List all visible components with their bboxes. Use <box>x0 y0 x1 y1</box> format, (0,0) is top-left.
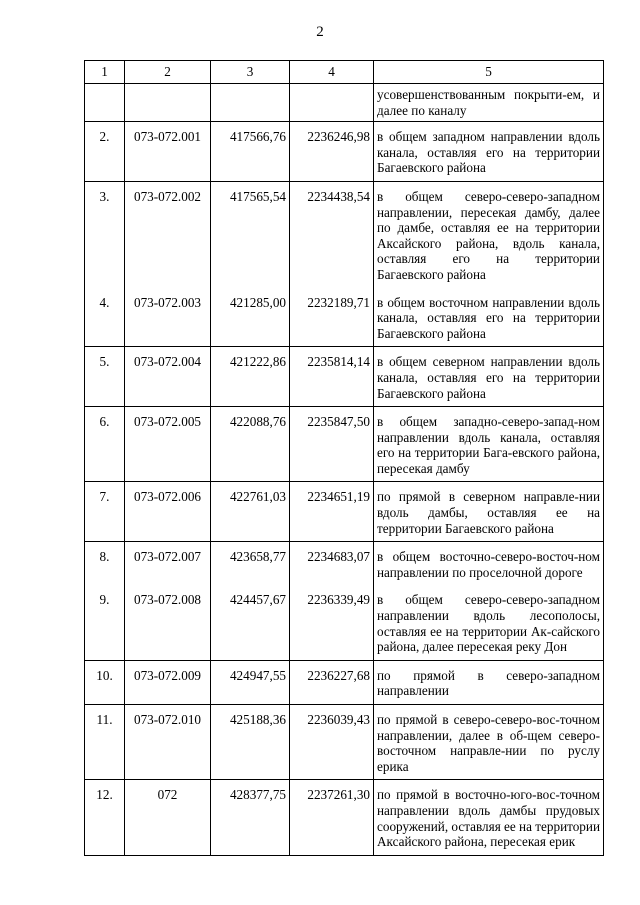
boundary-description: в общем северном направлении вдоль канала, оставляя его на территории Багаевского района <box>374 347 604 407</box>
table-row <box>85 482 604 542</box>
table-header-row <box>85 61 604 84</box>
header-col-3: 3 <box>211 61 290 84</box>
table-row <box>85 347 604 407</box>
boundary-points-table <box>84 60 604 856</box>
point-id: 073-072.008 <box>125 585 211 660</box>
coordinate-x: 428377,75 <box>211 780 290 855</box>
point-id: 073-072.004 <box>125 347 211 407</box>
header-col-5: 5 <box>374 61 604 84</box>
continuation-description: усовершенствованным покрыти-ем, и далее по каналу <box>374 84 604 122</box>
boundary-description: в общем восточно-северо-восточ-ном направлении по проселочной дороге <box>374 542 604 586</box>
table-row <box>85 181 604 287</box>
boundary-description: в общем северо-северо-западном направлении, пересекая дамбу, далее по дамбе, оставляя ее на территории Аксайского района, вдоль канала, оставляя его на территории Багаевского района <box>374 181 604 287</box>
point-id: 073-072.007 <box>125 542 211 586</box>
boundary-description: по прямой в северо-западном направлении <box>374 660 604 704</box>
point-id: 073-072.003 <box>125 288 211 347</box>
row-number: 2. <box>85 122 125 182</box>
coordinate-x: 425188,36 <box>211 705 290 780</box>
coordinate-y: 2235814,14 <box>290 347 374 407</box>
coordinate-x: 422761,03 <box>211 482 290 542</box>
header-col-1: 1 <box>85 61 125 84</box>
coordinate-y: 2236339,49 <box>290 585 374 660</box>
row-number: 10. <box>85 660 125 704</box>
point-id: 073-072.001 <box>125 122 211 182</box>
boundary-description: по прямой в северном направле-нии вдоль дамбы, оставляя ее на территории Багаевского района <box>374 482 604 542</box>
continuation-row <box>85 84 604 122</box>
table-row <box>85 780 604 855</box>
coordinate-y: 2236039,43 <box>290 705 374 780</box>
table-row <box>85 585 604 660</box>
row-number: 7. <box>85 482 125 542</box>
coordinate-x: 421285,00 <box>211 288 290 347</box>
boundary-description: в общем западно-северо-запад-ном направлении вдоль канала, оставляя его на территории Бага-евского района, пересекая дамбу <box>374 407 604 482</box>
coordinate-x: 423658,77 <box>211 542 290 586</box>
coordinate-y: 2236246,98 <box>290 122 374 182</box>
boundary-description: по прямой в северо-северо-вос-точном направлении, далее в об-щем северо-восточном направле-нии по руслу ерика <box>374 705 604 780</box>
coordinate-x: 424947,55 <box>211 660 290 704</box>
row-number: 3. <box>85 181 125 287</box>
row-number: 9. <box>85 585 125 660</box>
coordinate-x: 417566,76 <box>211 122 290 182</box>
coordinate-y: 2234438,54 <box>290 181 374 287</box>
row-number: 4. <box>85 288 125 347</box>
table-row <box>85 542 604 586</box>
row-number: 11. <box>85 705 125 780</box>
point-id: 073-072.010 <box>125 705 211 780</box>
cell-empty <box>85 84 125 122</box>
table-row <box>85 705 604 780</box>
coordinate-x: 424457,67 <box>211 585 290 660</box>
table-row <box>85 660 604 704</box>
point-id: 073-072.009 <box>125 660 211 704</box>
point-id: 072 <box>125 780 211 855</box>
coordinate-y: 2232189,71 <box>290 288 374 347</box>
coordinate-x: 422088,76 <box>211 407 290 482</box>
cell-empty <box>211 84 290 122</box>
row-number: 6. <box>85 407 125 482</box>
point-id: 073-072.002 <box>125 181 211 287</box>
page-number: 2 <box>316 24 324 40</box>
coordinate-y: 2235847,50 <box>290 407 374 482</box>
boundary-description: в общем западном направлении вдоль канала, оставляя его на территории Багаевского района <box>374 122 604 182</box>
boundary-description: в общем северо-северо-западном направлении вдоль лесополосы, оставляя ее на территории Ак-сайского района, далее пересекая реку Дон <box>374 585 604 660</box>
coordinate-y: 2236227,68 <box>290 660 374 704</box>
point-id: 073-072.005 <box>125 407 211 482</box>
cell-empty <box>125 84 211 122</box>
coordinate-y: 2237261,30 <box>290 780 374 855</box>
boundary-description: по прямой в восточно-юго-вос-точном направлении вдоль дамбы прудовых сооружений, оставляя ее на территории Аксайского района, пересекая ерик <box>374 780 604 855</box>
coordinate-x: 417565,54 <box>211 181 290 287</box>
row-number: 12. <box>85 780 125 855</box>
header-col-2: 2 <box>125 61 211 84</box>
point-id: 073-072.006 <box>125 482 211 542</box>
row-number: 8. <box>85 542 125 586</box>
coordinate-x: 421222,86 <box>211 347 290 407</box>
cell-empty <box>290 84 374 122</box>
coordinate-y: 2234651,19 <box>290 482 374 542</box>
table-row <box>85 288 604 347</box>
table-row <box>85 407 604 482</box>
header-col-4: 4 <box>290 61 374 84</box>
row-number: 5. <box>85 347 125 407</box>
boundary-description: в общем восточном направлении вдоль канала, оставляя его на территории Багаевского района <box>374 288 604 347</box>
coordinate-y: 2234683,07 <box>290 542 374 586</box>
table-row <box>85 122 604 182</box>
